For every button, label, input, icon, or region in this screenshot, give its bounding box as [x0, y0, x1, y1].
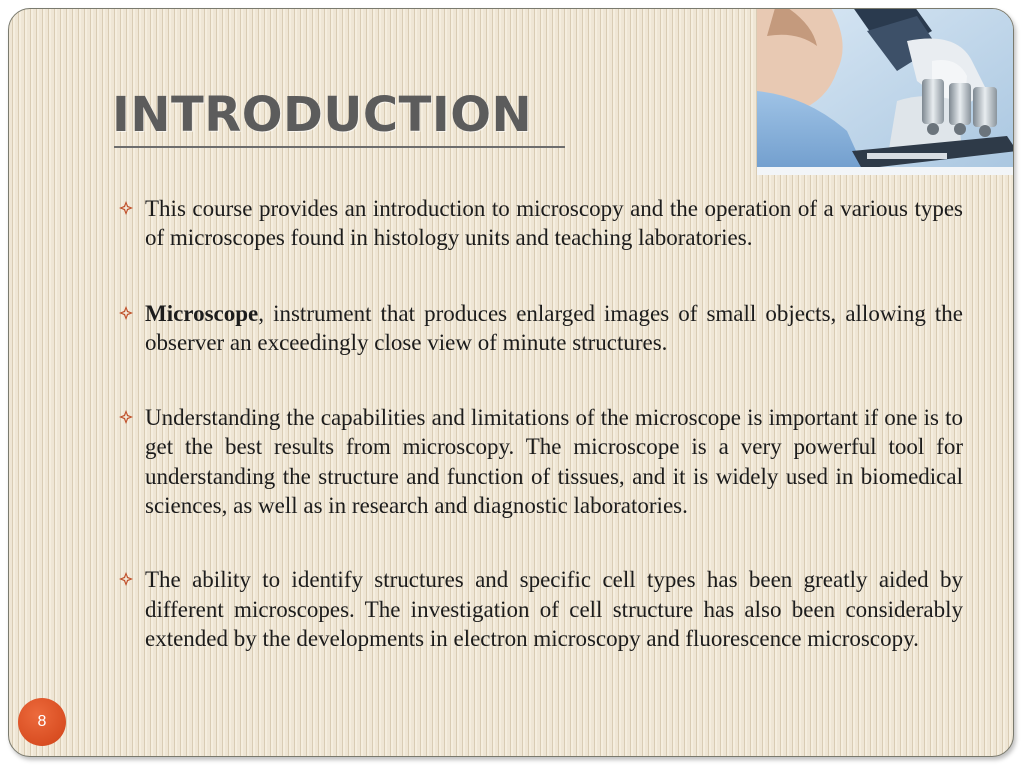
title-underline — [114, 146, 565, 148]
bullet-text: The ability to identify structures and specific cell types has been greatly aided by different microscopes. The investigation of cell structure has also been considerably extended by the developments in electron microscopy and fluorescence microscopy. — [145, 567, 963, 651]
bullet-text: This course provides an introduction to microscopy and the operation of a various types of microscopes found in histology units and teaching laboratories. — [145, 196, 963, 251]
diamond-bullet-icon — [118, 571, 134, 587]
diamond-bullet-icon — [118, 200, 134, 216]
bullet-list — [117, 194, 963, 698]
bullet-text — [145, 301, 963, 355]
bullet-text: Understanding the capabilities and limitations of the microscope is important if one is to get the best results from microscopy. The microscope is a very powerful tool for understanding the structure and function of tissues, and it is widely used in biomedical sciences, as well as in research and diagnostic laboratories. — [145, 405, 963, 519]
microscope-photo — [757, 8, 1014, 175]
bullet-term-microscope: Microscope — [145, 300, 259, 326]
bullet-item — [117, 299, 963, 358]
diamond-bullet-icon — [118, 409, 134, 425]
slide-title: INTRODUCTION — [112, 87, 533, 143]
slide — [8, 8, 1014, 757]
bullet-definition: , instrument that produces enlarged images of small objects, allowing the observer an exceedingly close view of minute structures. — [145, 300, 963, 355]
bullet-item — [117, 194, 963, 253]
page-number-badge: 8 — [18, 698, 66, 746]
bullet-item — [117, 403, 963, 520]
diamond-bullet-icon — [118, 305, 134, 321]
bullet-item — [117, 565, 963, 653]
